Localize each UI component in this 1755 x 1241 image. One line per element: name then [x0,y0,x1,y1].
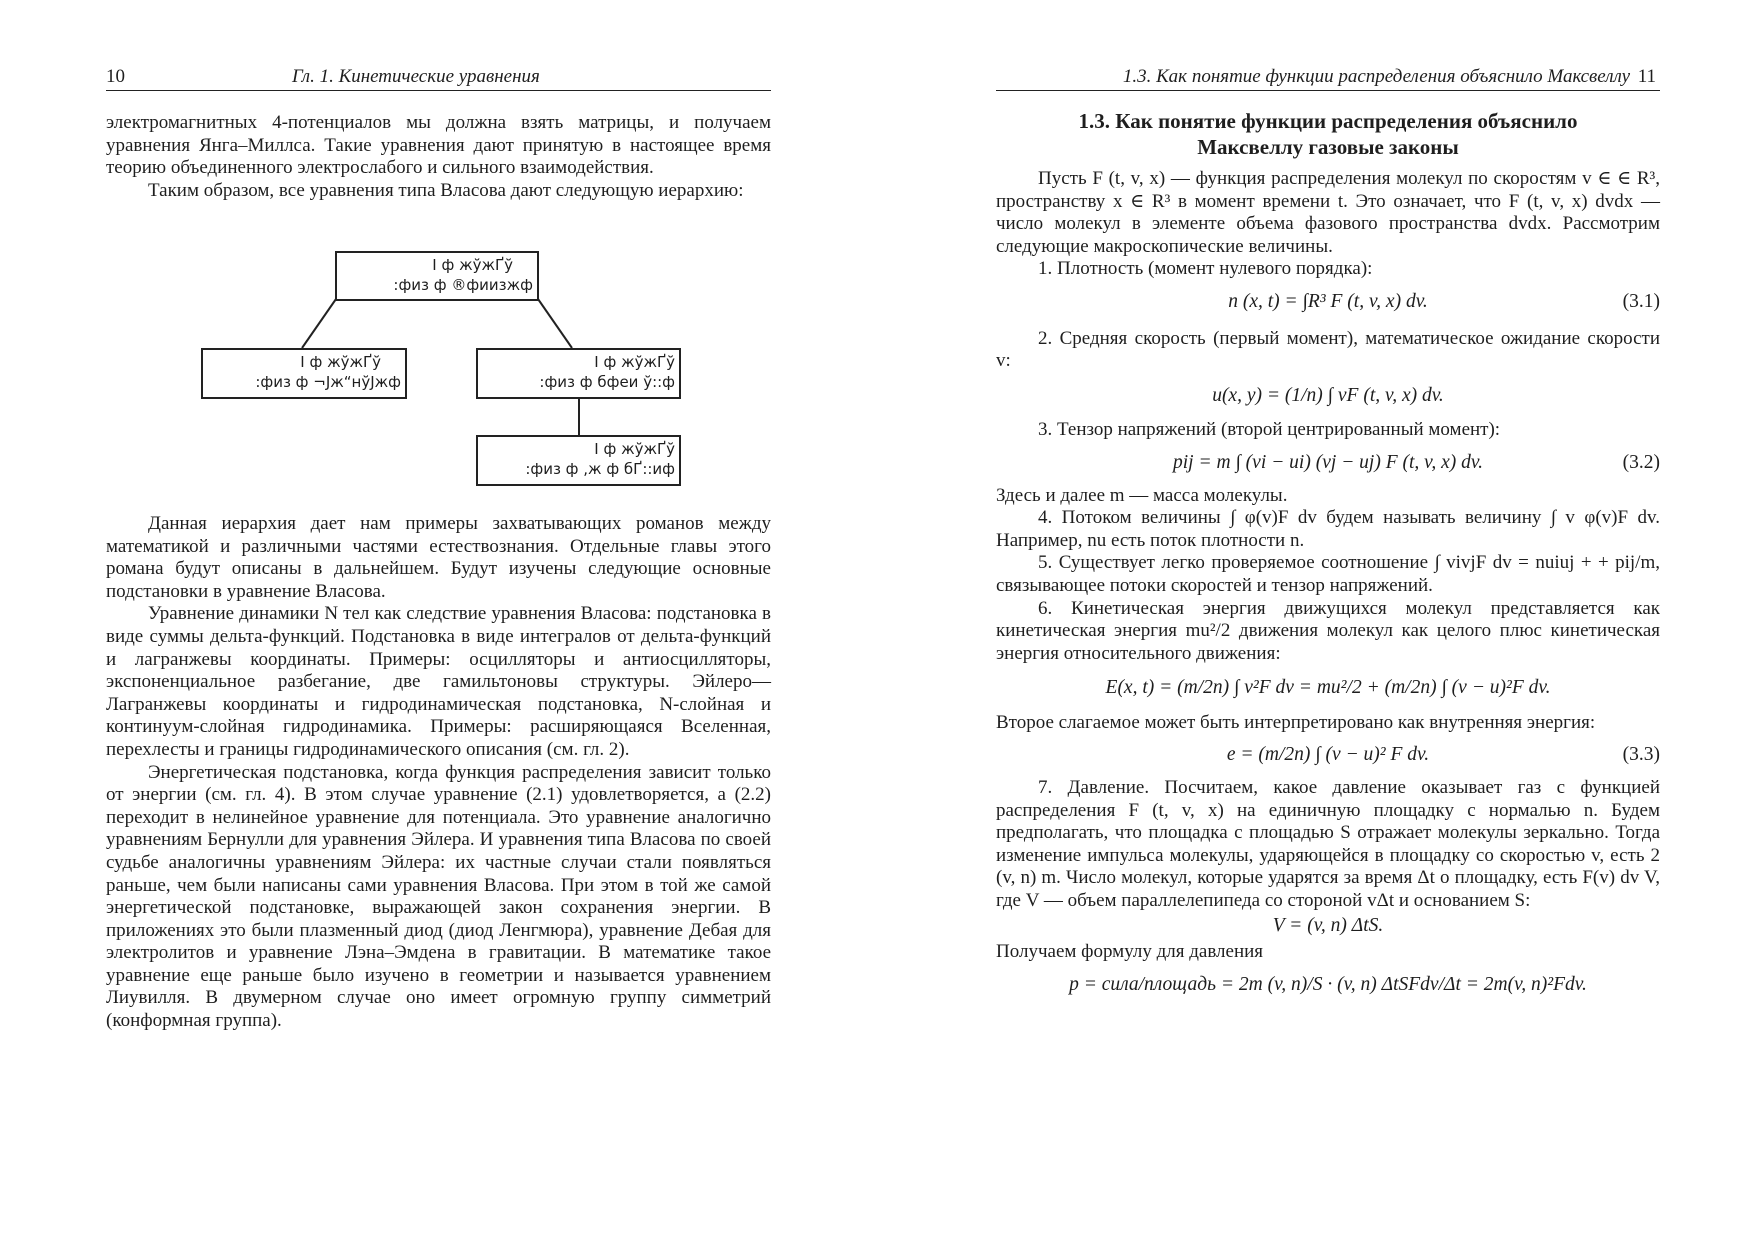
equation [996,744,1660,767]
text-column-bottom [106,513,771,1033]
section-title-line: 1.3. Как понятие функции распределения объяснило [1078,109,1578,133]
left-page [0,0,877,1241]
running-title: Гл. 1. Кинетические уравнения [292,66,540,87]
running-head-right [996,64,1660,91]
section-title-line: Максвеллу газовые законы [1197,135,1459,159]
list-item: 3. Тензор напряжений (второй центрированный момент): [1038,419,1501,441]
list-item: 7. Давление. Посчитаем, какое давление оказывает газ с функцией распределения F (t, v, x) на единичную площадку с нормалью n. Будем предполагать, что площадка с площадью S отражает молекулы зеркально. Тогда изменение импульса молекулы, ударяющейся в площадку со скоростью v, есть 2 (v, n) m. Число молекул, которые ударятся за время Δt о площадку, есть F(v) dv V, где V — объем параллелепипеда со стороной vΔt и основанием S: [996,777,1660,912]
list-item: 1. Плотность (момент нулевого порядка): [1038,258,1373,280]
equation [996,974,1660,997]
list-item: 2. Средняя скорость (первый момент), математическое ожидание скорости v: [996,327,1660,372]
right-page [877,0,1755,1241]
tree-node-bottom [476,435,681,486]
page-number: 10 [106,66,125,87]
paragraph: Уравнение динамики N тел как следствие уравнения Власова: подстановка в виде суммы дельта-функций. Подстановка в виде интегралов от дельта-функций и лагранжевы координаты. Примеры: осцилляторы и антиосцилляторы, экспоненциальное разбегание, две гамильтоновы структуры. Эйлеро—Лагранжевы координаты и гидродинамическая подстановка, N-слойная и континуум-слойная гидродинамика. Примеры: расширяющаяся Вселенная, перехлесты и границы гидродинамического описания (см. гл. 2). [106,603,771,760]
equation [996,385,1660,408]
running-title: 1.3. Как понятие функции распределения объяснило Максвеллу [1122,66,1630,87]
equation-expression: V = (v, n) ΔtS. [1272,914,1384,936]
equation-expression: E(x, t) = (m/2n) ∫ v²F dv = mu²/2 + (m/2n) ∫ (v − u)²F dv. [1105,677,1551,699]
text-column [996,108,1660,996]
page-number: 11 [1637,66,1656,87]
equation [996,915,1660,938]
node-label: I ф жўжҐў [432,256,513,274]
equation-expression: n (x, t) = ∫R³ F (t, v, x) dv. [1228,290,1428,312]
paragraph: Второе слагаемое может быть интерпретировано как внутренняя энергия: [996,711,1596,733]
node-label: :физ ф ,ж ф бҐ::иф [525,460,675,478]
list-item: 5. Существует легко проверяемое соотношение ∫ vivjF dv = nuiuj + + pij/m, связывающее потоки скоростей и тензор напряжений. [996,552,1660,596]
equation-expression: e = (m/2n) ∫ (v − u)² F dv. [1226,744,1430,766]
paragraph: Таким образом, все уравнения типа Власова дают следующую иерархию: [148,179,744,201]
connector-line [538,299,572,348]
equation [996,677,1660,700]
paragraph: Энергетическая подстановка, когда функция распределения зависит только от энергии (см. гл. 4). В этом случае уравнение (2.1) удовлетворяется, а (2.2) переходит в нелинейное уравнение для потенциала. Это уравнение аналогично уравнениям Бернулли для уравнения Эйлера. И уравнения типа Власова по своей судьбе аналогичны уравнениям Эйлера: их частные случаи стали появляться раньше, чем были написаны сами уравнения Власова. При этом в той же самой энергетической подстановке, выражающей закон сохранения энергии. В приложениях это были плазменный диод (диод Ленгмюра), уравнение Дебая для электролитов и уравнение Лэна–Эмдена в гравитации. В математике такое уравнение еще раньше было изучено в геометрии и называется уравнением Лиувилля. В двумерном случае оно имеет огромную группу симметрий (конформная группа). [106,761,771,1032]
tree-node-root [335,251,539,301]
connector-line [302,299,336,348]
equation-expression: u(x, y) = (1/n) ∫ vF (t, v, x) dv. [1212,384,1444,406]
paragraph: Получаем формулу для давления [996,941,1264,963]
node-label: :физ ф ®фиизжф [393,276,533,294]
paragraph: электромагнитных 4-потенциалов мы должна взять матрицы, и получаем уравнения Янга–Миллса. Такие уравнения дают принятую в настоящее время теорию объединенного электрослабого и сильного взаимодействия. [106,112,771,179]
tree-node-right [476,348,681,399]
equation-number: (3.2) [1622,451,1660,473]
node-label: :физ ф бфеи ў::ф [539,373,675,391]
node-label: :физ ф ¬Jж“нўJжф [255,373,401,391]
list-item: 6. Кинетическая энергия движущихся молекул представляется как кинетическая энергия mu²/2 движения молекул как целого плюс кинетическая энергия относительного движения: [996,597,1660,664]
paragraph: Пусть F (t, v, x) — функция распределения молекул по скоростям v ∈ ∈ R³, пространству x ∈ R³ в момент времени t. Это означает, что F (t, v, x) dvdx — число молекул в элементе объема фазового пространства dvdx. Рассмотрим следующие макроскопические величины. [996,168,1660,257]
node-label: I ф жўжҐў [594,353,675,371]
equation [996,291,1660,314]
section-title [996,108,1660,160]
equation-expression: p = сила/площадь = 2m (v, n)/S · (v, n) ΔtSFdv/Δt = 2m(v, n)²Fdv. [1069,973,1587,995]
paragraph: Здесь и далее m — масса молекулы. [996,484,1288,506]
equation-expression: pij = m ∫ (vi − ui) (vj − uj) F (t, v, x) dv. [1173,451,1483,473]
equation-number: (3.1) [1622,290,1660,312]
node-label: I ф жўжҐў [594,440,675,458]
node-label: I ф жўжҐў [300,353,381,371]
equation [996,452,1660,475]
equation-number: (3.3) [1622,744,1660,766]
paragraph: Данная иерархия дает нам примеры захватывающих романов между математикой и различными частями естествознания. Отдельные главы этого романа будут описаны в дальнейшем. Будут изучены следующие основные подстановки в уравнение Власова. [106,513,771,602]
list-item: 4. Потоком величины ∫ φ(v)F dv будем называть величину ∫ v φ(v)F dv. Например, nu есть поток плотности n. [996,507,1660,551]
tree-node-left [201,348,407,399]
